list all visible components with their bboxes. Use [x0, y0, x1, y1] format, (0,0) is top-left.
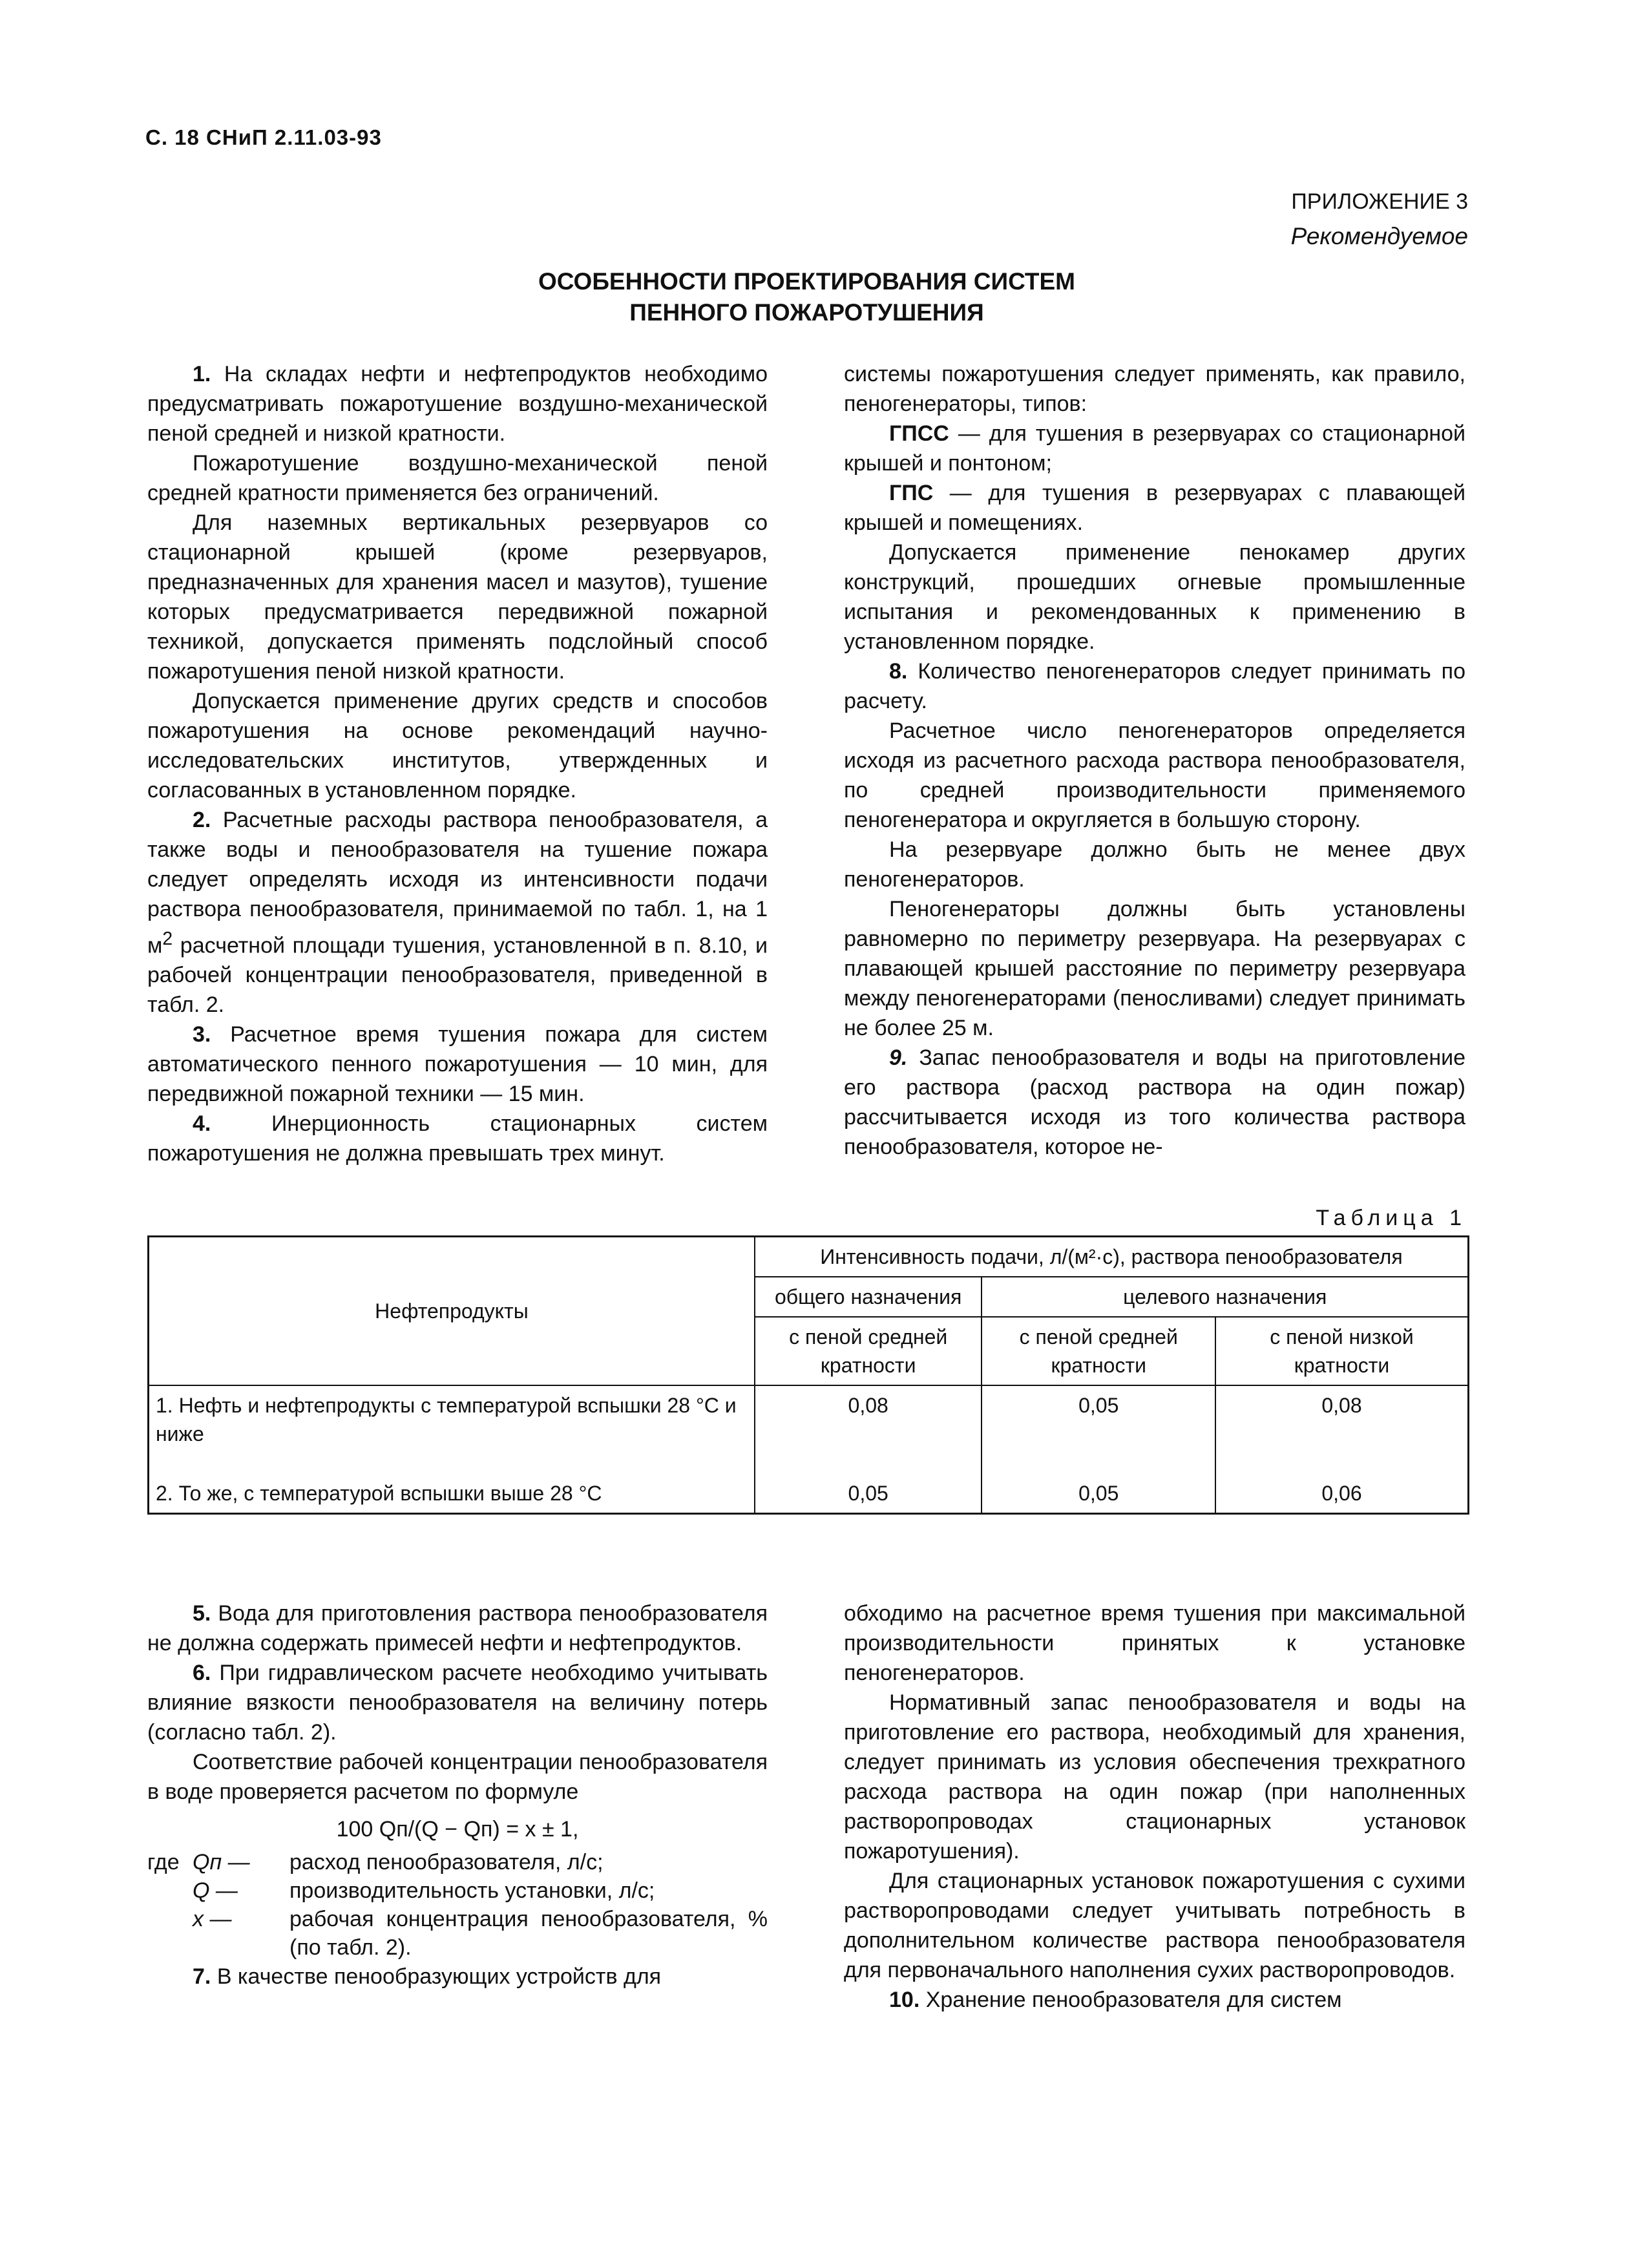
paragraph: обходимо на расчетное время тушения при максимальной производительности принятых к установке пеногенераторов.	[844, 1601, 1465, 1685]
paragraph	[147, 1020, 768, 1109]
row-product: 2. То же, с температурой вспышки выше 28 °С	[149, 1474, 755, 1514]
formula: 100 Qп/(Q − Qп) = x ± 1,	[336, 1817, 579, 1842]
clause-number: 10.	[889, 1988, 920, 2012]
paragraph: системы пожаротушения следует применять, как правило, пеногенераторы, типов:	[844, 362, 1465, 416]
paragraph: Нормативный запас пенообразователя и воды на приготовление его раствора, необходимый для хранения, следует принимать из условия обеспечения трехкратного расхода раствора на один пожар (при наполненных растворопроводах стационарных установок пожаротушения).	[844, 1690, 1465, 1864]
paragraph: Расчетное число пеногенераторов определяется исходя из расчетного расхода раствора пенообразователя, по средней производительности применяемого пеногенератора и округляется в большую сторону.	[844, 719, 1465, 832]
appendix-status: Рекомендуемое	[1290, 223, 1468, 249]
table-row	[149, 1385, 1469, 1474]
row-value: 0,08	[1215, 1385, 1469, 1474]
row-value: 0,06	[1215, 1474, 1469, 1514]
header-sub-1: с пеной средней кратности	[755, 1317, 982, 1385]
text-column-upper-left	[147, 359, 768, 1168]
paragraph-text: — для тушения в резервуарах с плавающей крышей и помещениях.	[844, 481, 1465, 535]
paragraph-text: расчетной площади тушения, установленной в п. 8.10, и рабочей концентрации пенообразователя, приведенной в табл. 2.	[147, 933, 768, 1018]
paragraph	[844, 419, 1465, 478]
legend-text: расход пенообразователя, л/с;	[289, 1850, 604, 1874]
paragraph-text: Запас пенообразователя и воды на приготовление его раствора (расход раствора на один пожар) рассчитывается исходя из того количества раствора пенообразователя, которое не-	[844, 1045, 1465, 1159]
clause-number: 9.	[889, 1045, 908, 1070]
paragraph-text: В качестве пенообразующих устройств для	[216, 1964, 662, 1989]
paragraph	[147, 1109, 768, 1168]
appendix-block	[1291, 184, 1468, 254]
superscript: 2	[162, 929, 173, 949]
header-sub-3: с пеной низкой кратности	[1215, 1317, 1469, 1385]
row-value: 0,05	[755, 1474, 982, 1514]
paragraph: Допускается применение пенокамер других конструкций, прошедших огневые промышленные испытания и рекомендованных к применению в установленном порядке.	[844, 540, 1465, 654]
legend-item	[147, 1905, 768, 1962]
term: ГПС	[889, 481, 934, 505]
paragraph-text: Количество пеногенераторов следует принимать по расчету.	[844, 659, 1465, 713]
legend-symbol: Q —	[193, 1878, 238, 1903]
formula-legend	[147, 1848, 768, 1962]
text-column-upper-right	[844, 359, 1465, 1162]
section-title	[145, 266, 1468, 328]
paragraph	[147, 1658, 768, 1747]
table-row	[149, 1474, 1469, 1514]
row-value: 0,08	[755, 1385, 982, 1474]
title-line-2: ПЕННОГО ПОЖАРОТУШЕНИЯ	[629, 299, 984, 326]
header-product: Нефтепродукты	[149, 1237, 755, 1386]
clause-number: 8.	[889, 659, 908, 684]
header-intensity: Интенсивность подачи, л/(м²·с), раствора пенообразователя	[755, 1237, 1469, 1277]
appendix-label: ПРИЛОЖЕНИЕ 3	[1291, 189, 1468, 214]
paragraph: Для наземных вертикальных резервуаров со стационарной крышей (кроме резервуаров, предназначенных для хранения масел и мазутов), тушение которых предусматривается передвижной пожарной техникой, допускается применять подслойный способ пожаротушения пеной низкой кратности.	[147, 510, 768, 684]
legend-item	[147, 1876, 768, 1905]
legend-text: рабочая концентрация пенообразователя, % (по табл. 2).	[289, 1907, 768, 1960]
paragraph	[147, 1962, 768, 1991]
paragraph	[844, 1985, 1465, 2015]
paragraph: На резервуаре должно быть не менее двух пеногенераторов.	[844, 837, 1465, 892]
paragraph: Пожаротушение воздушно-механической пеной средней кратности применяется без ограничений.	[147, 451, 768, 505]
text-column-lower-right	[844, 1599, 1465, 2015]
paragraph-text: При гидравлическом расчете необходимо учитывать влияние вязкости пенообразователя на величину потерь (согласно табл. 2).	[147, 1661, 768, 1745]
text-column-lower-left	[147, 1599, 768, 1991]
header-target: целевого назначения	[982, 1277, 1468, 1317]
row-value: 0,05	[982, 1385, 1215, 1474]
paragraph: Пеногенераторы должны быть установлены равномерно по периметру резервуара. На резервуарах с плавающей крышей расстояние по периметру резервуара между пеногенераторами (пеносливами) следует принимать не более 25 м.	[844, 897, 1465, 1040]
paragraph	[147, 1599, 768, 1658]
row-value: 0,05	[982, 1474, 1215, 1514]
paragraph-text: Инерционность стационарных систем пожаротушения не должна превышать трех минут.	[147, 1111, 768, 1166]
paragraph-text: Расчетное время тушения пожара для систем автоматического пенного пожаротушения — 10 мин, для передвижной пожарной техники — 15 мин.	[147, 1022, 768, 1107]
title-line-1: ОСОБЕННОСТИ ПРОЕКТИРОВАНИЯ СИСТЕМ	[538, 268, 1076, 295]
paragraph	[147, 805, 768, 1020]
legend-symbol: x —	[193, 1907, 232, 1931]
paragraph-text: На складах нефти и нефтепродуктов необходимо предусматривать пожаротушение воздушно-механической пеной средней и низкой кратности.	[147, 362, 768, 446]
intensity-table	[147, 1235, 1469, 1515]
legend-symbol: Qп —	[193, 1850, 250, 1874]
header-sub-2: с пеной средней кратности	[982, 1317, 1215, 1385]
clause-number: 2.	[193, 808, 211, 832]
running-header: С. 18 СНиП 2.11.03-93	[145, 125, 382, 149]
paragraph: Допускается применение других средств и способов пожаротушения на основе рекомендаций научно-исследовательских институтов, утвержденных и согласованных в установленном порядке.	[147, 689, 768, 803]
legend-where: где	[147, 1850, 180, 1874]
clause-number: 4.	[193, 1111, 211, 1137]
paragraph-text: Расчетные расходы раствора пенообразователя, а также воды и пенообразователя на тушение пожара следует определять исходя из интенсивности подачи раствора пенообразователя, принимаемой по табл. 1, на 1 м	[147, 808, 768, 958]
paragraph: Соответствие рабочей концентрации пенообразователя в воде проверяется расчетом по формуле	[147, 1750, 768, 1804]
legend-item	[147, 1848, 768, 1876]
paragraph	[844, 656, 1465, 716]
paragraph-text: Вода для приготовления раствора пенообразователя не должна содержать примесей нефти и нефтепродуктов.	[147, 1601, 768, 1655]
table-caption: Таблица 1	[1316, 1206, 1467, 1230]
clause-number: 5.	[193, 1601, 211, 1626]
term: ГПСС	[889, 421, 949, 446]
paragraph	[844, 1043, 1465, 1162]
paragraph	[147, 359, 768, 448]
clause-number: 3.	[193, 1022, 211, 1047]
clause-number: 6.	[193, 1661, 211, 1685]
row-product: 1. Нефть и нефтепродукты с температурой вспышки 28 °С и ниже	[149, 1385, 755, 1474]
legend-text: производительность установки, л/с;	[289, 1878, 655, 1903]
clause-number: 7.	[193, 1964, 211, 1989]
paragraph	[844, 478, 1465, 538]
table-header-row	[149, 1237, 1469, 1277]
clause-number: 1.	[193, 362, 211, 386]
header-general: общего назначения	[755, 1277, 982, 1317]
paragraph-text: Хранение пенообразователя для систем	[925, 1988, 1342, 2012]
paragraph-text: — для тушения в резервуарах со стационарной крышей и понтоном;	[844, 421, 1465, 476]
paragraph: Для стационарных установок пожаротушения с сухими растворопроводами следует учитывать потребность в дополнительном количестве раствора пенообразователя для первоначального наполнения сухих растворопроводов.	[844, 1869, 1465, 1982]
